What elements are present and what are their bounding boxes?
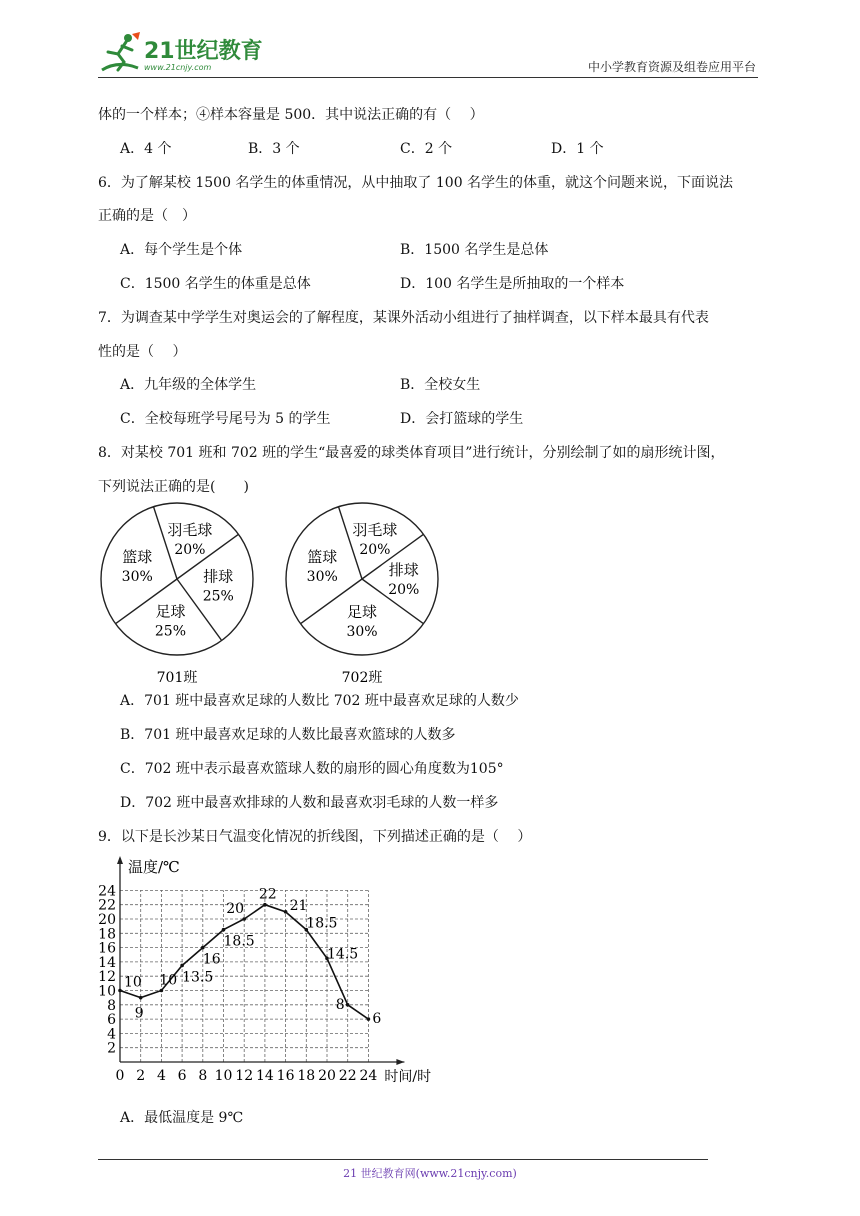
data-point-label: 18.5 xyxy=(306,915,338,932)
pie-title: 702班 xyxy=(341,670,383,686)
data-point-label: 14.5 xyxy=(327,946,359,963)
y-tick-label: 20 xyxy=(98,912,116,928)
y-tick-label: 8 xyxy=(107,997,116,1014)
data-point xyxy=(118,989,122,993)
q6-option-d: D．100 名学生是所抽取的一个样本 xyxy=(400,276,625,292)
pie-slice-label: 足球 xyxy=(155,602,186,621)
y-tick-label: 24 xyxy=(98,883,116,900)
pie-slice-value: 20% xyxy=(359,542,391,559)
header-divider xyxy=(98,77,758,78)
q7-option-b: B．全校女生 xyxy=(400,377,481,393)
logo-text: 21世纪教育 xyxy=(144,39,263,64)
x-tick-label: 8 xyxy=(198,1068,208,1084)
data-point xyxy=(139,996,143,1000)
x-tick-label: 24 xyxy=(359,1068,378,1084)
header-platform-text: 中小学教育资源及组卷应用平台 xyxy=(587,60,756,74)
q9-stem: 9．以下是长沙某日气温变化情况的折线图，下列描述正确的是（ ） xyxy=(98,829,532,845)
q8-stem-line1: 8．对某校 701 班和 702 班的学生“最喜爱的球类体育项目”进行统计，分别绘制了如的扇形统计图， xyxy=(98,445,725,461)
q6-option-c: C．1500 名学生的体重是总体 xyxy=(120,276,311,292)
y-axis-label: 温度/℃ xyxy=(128,858,180,876)
q6-option-b: B．1500 名学生是总体 xyxy=(400,242,549,258)
x-tick-label: 22 xyxy=(338,1068,357,1084)
x-tick-label: 2 xyxy=(136,1068,146,1084)
q9-option-a: A．最低温度是 9℃ xyxy=(120,1110,244,1126)
x-tick-label: 14 xyxy=(255,1068,274,1084)
data-point-label: 13.5 xyxy=(182,969,214,986)
y-tick-label: 2 xyxy=(107,1040,116,1057)
pie-title: 701班 xyxy=(156,670,198,686)
pie-slice-value: 30% xyxy=(346,623,378,640)
site-logo xyxy=(98,30,268,78)
pie-slice-value: 20% xyxy=(174,542,206,559)
data-point xyxy=(346,1003,350,1007)
pie-slice-value: 20% xyxy=(388,582,420,598)
data-point xyxy=(242,917,246,921)
pie-chart-702 xyxy=(281,500,447,690)
x-tick-label: 10 xyxy=(214,1068,233,1084)
y-tick-label: 12 xyxy=(98,969,116,986)
pie-slice-label: 排球 xyxy=(203,567,234,586)
pie-slice-label: 羽毛球 xyxy=(352,521,398,540)
data-point-label: 20 xyxy=(226,901,245,917)
runner-logo-icon xyxy=(98,30,144,76)
data-point-label: 18.5 xyxy=(223,933,255,950)
data-point xyxy=(367,1017,371,1021)
temperature-line-chart xyxy=(92,852,462,1096)
q8-option-a: A．701 班中最喜欢足球的人数比 702 班中最喜欢足球的人数少 xyxy=(120,693,519,709)
q7-option-d: D．会打篮球的学生 xyxy=(400,411,524,427)
pie-slice-label: 排球 xyxy=(388,561,419,579)
y-tick-label: 4 xyxy=(107,1026,116,1043)
data-point-label: 16 xyxy=(202,951,221,968)
y-tick-label: 14 xyxy=(98,954,116,971)
x-tick-label: 4 xyxy=(156,1068,166,1084)
x-axis-label: 时间/时 xyxy=(384,1069,432,1085)
pie-slice-label: 篮球 xyxy=(307,548,338,567)
data-point-label: 21 xyxy=(289,897,308,914)
data-point xyxy=(180,964,184,968)
x-tick-label: 20 xyxy=(318,1068,336,1084)
x-tick-label: 16 xyxy=(276,1068,295,1084)
q5-option-a: A．4 个 xyxy=(120,141,172,157)
x-axis-arrow-icon xyxy=(396,1059,404,1065)
pie-slice-value: 30% xyxy=(121,569,153,586)
pie-slice-label: 篮球 xyxy=(122,548,153,567)
data-point-label: 6 xyxy=(372,1011,382,1028)
data-point xyxy=(160,989,164,993)
footer-divider xyxy=(98,1159,708,1160)
q7-option-a: A．九年级的全体学生 xyxy=(120,377,257,393)
footer-text: 21 世纪教育网(www.21cnjy.com) xyxy=(343,1167,517,1180)
data-point xyxy=(284,910,288,914)
q7-stem-line1: 7．为调查某中学学生对奥运会的了解程度，某课外活动小组进行了抽样调查，以下样本最具有代表 xyxy=(98,310,709,326)
data-point xyxy=(201,946,205,950)
logo-url: www.21cnjy.com xyxy=(144,63,212,72)
q6-option-a: A．每个学生是个体 xyxy=(120,242,243,258)
x-tick-label: 18 xyxy=(297,1068,316,1084)
q6-stem-line1: 6．为了解某校 1500 名学生的体重情况，从中抽取了 100 名学生的体重，就这个问题来说，下面说法 xyxy=(98,175,734,191)
x-tick-label: 6 xyxy=(177,1068,187,1084)
data-point-label: 22 xyxy=(258,886,277,903)
y-tick-label: 16 xyxy=(98,940,116,957)
y-tick-label: 6 xyxy=(107,1012,116,1029)
data-point-label: 8 xyxy=(335,996,345,1013)
pie-slice-label: 羽毛球 xyxy=(167,521,213,540)
pie-chart-701 xyxy=(96,500,262,690)
q8-option-d: D．702 班中最喜欢排球的人数和最喜欢羽毛球的人数一样多 xyxy=(120,795,499,811)
pie-slice-value: 25% xyxy=(202,588,234,605)
q8-stem-line2: 下列说法正确的是( ) xyxy=(98,479,249,495)
q7-option-c: C．全校每班学号尾号为 5 的学生 xyxy=(120,411,331,427)
pie-slice-value: 30% xyxy=(306,569,338,586)
data-point-label: 9 xyxy=(134,1005,144,1022)
q8-option-b: B．701 班中最喜欢足球的人数比最喜欢篮球的人数多 xyxy=(120,727,456,743)
q8-option-c: C．702 班中表示最喜欢篮球人数的扇形的圆心角度数为105° xyxy=(120,761,504,777)
pie-slice-label: 足球 xyxy=(346,602,378,621)
y-axis-arrow-icon xyxy=(117,856,123,864)
y-tick-label: 22 xyxy=(98,897,116,914)
q5-tail: 体的一个样本；④样本容量是 500．其中说法正确的有（ ） xyxy=(98,107,484,123)
pie-slice-value: 25% xyxy=(154,623,187,640)
q5-option-c: C．2 个 xyxy=(400,141,453,157)
data-point xyxy=(263,903,267,907)
q5-option-b: B．3 个 xyxy=(248,141,300,157)
x-tick-label: 0 xyxy=(115,1068,125,1084)
x-tick-label: 12 xyxy=(235,1068,254,1084)
data-point-label: 10 xyxy=(124,974,142,991)
y-tick-label: 10 xyxy=(98,983,116,1000)
data-point-label: 10 xyxy=(159,972,178,989)
q6-stem-line2: 正确的是（ ） xyxy=(98,208,196,224)
q7-stem-line2: 性的是（ ） xyxy=(98,344,187,360)
q5-option-d: D．1 个 xyxy=(551,141,604,157)
y-tick-label: 18 xyxy=(98,926,116,943)
data-point xyxy=(222,928,226,932)
